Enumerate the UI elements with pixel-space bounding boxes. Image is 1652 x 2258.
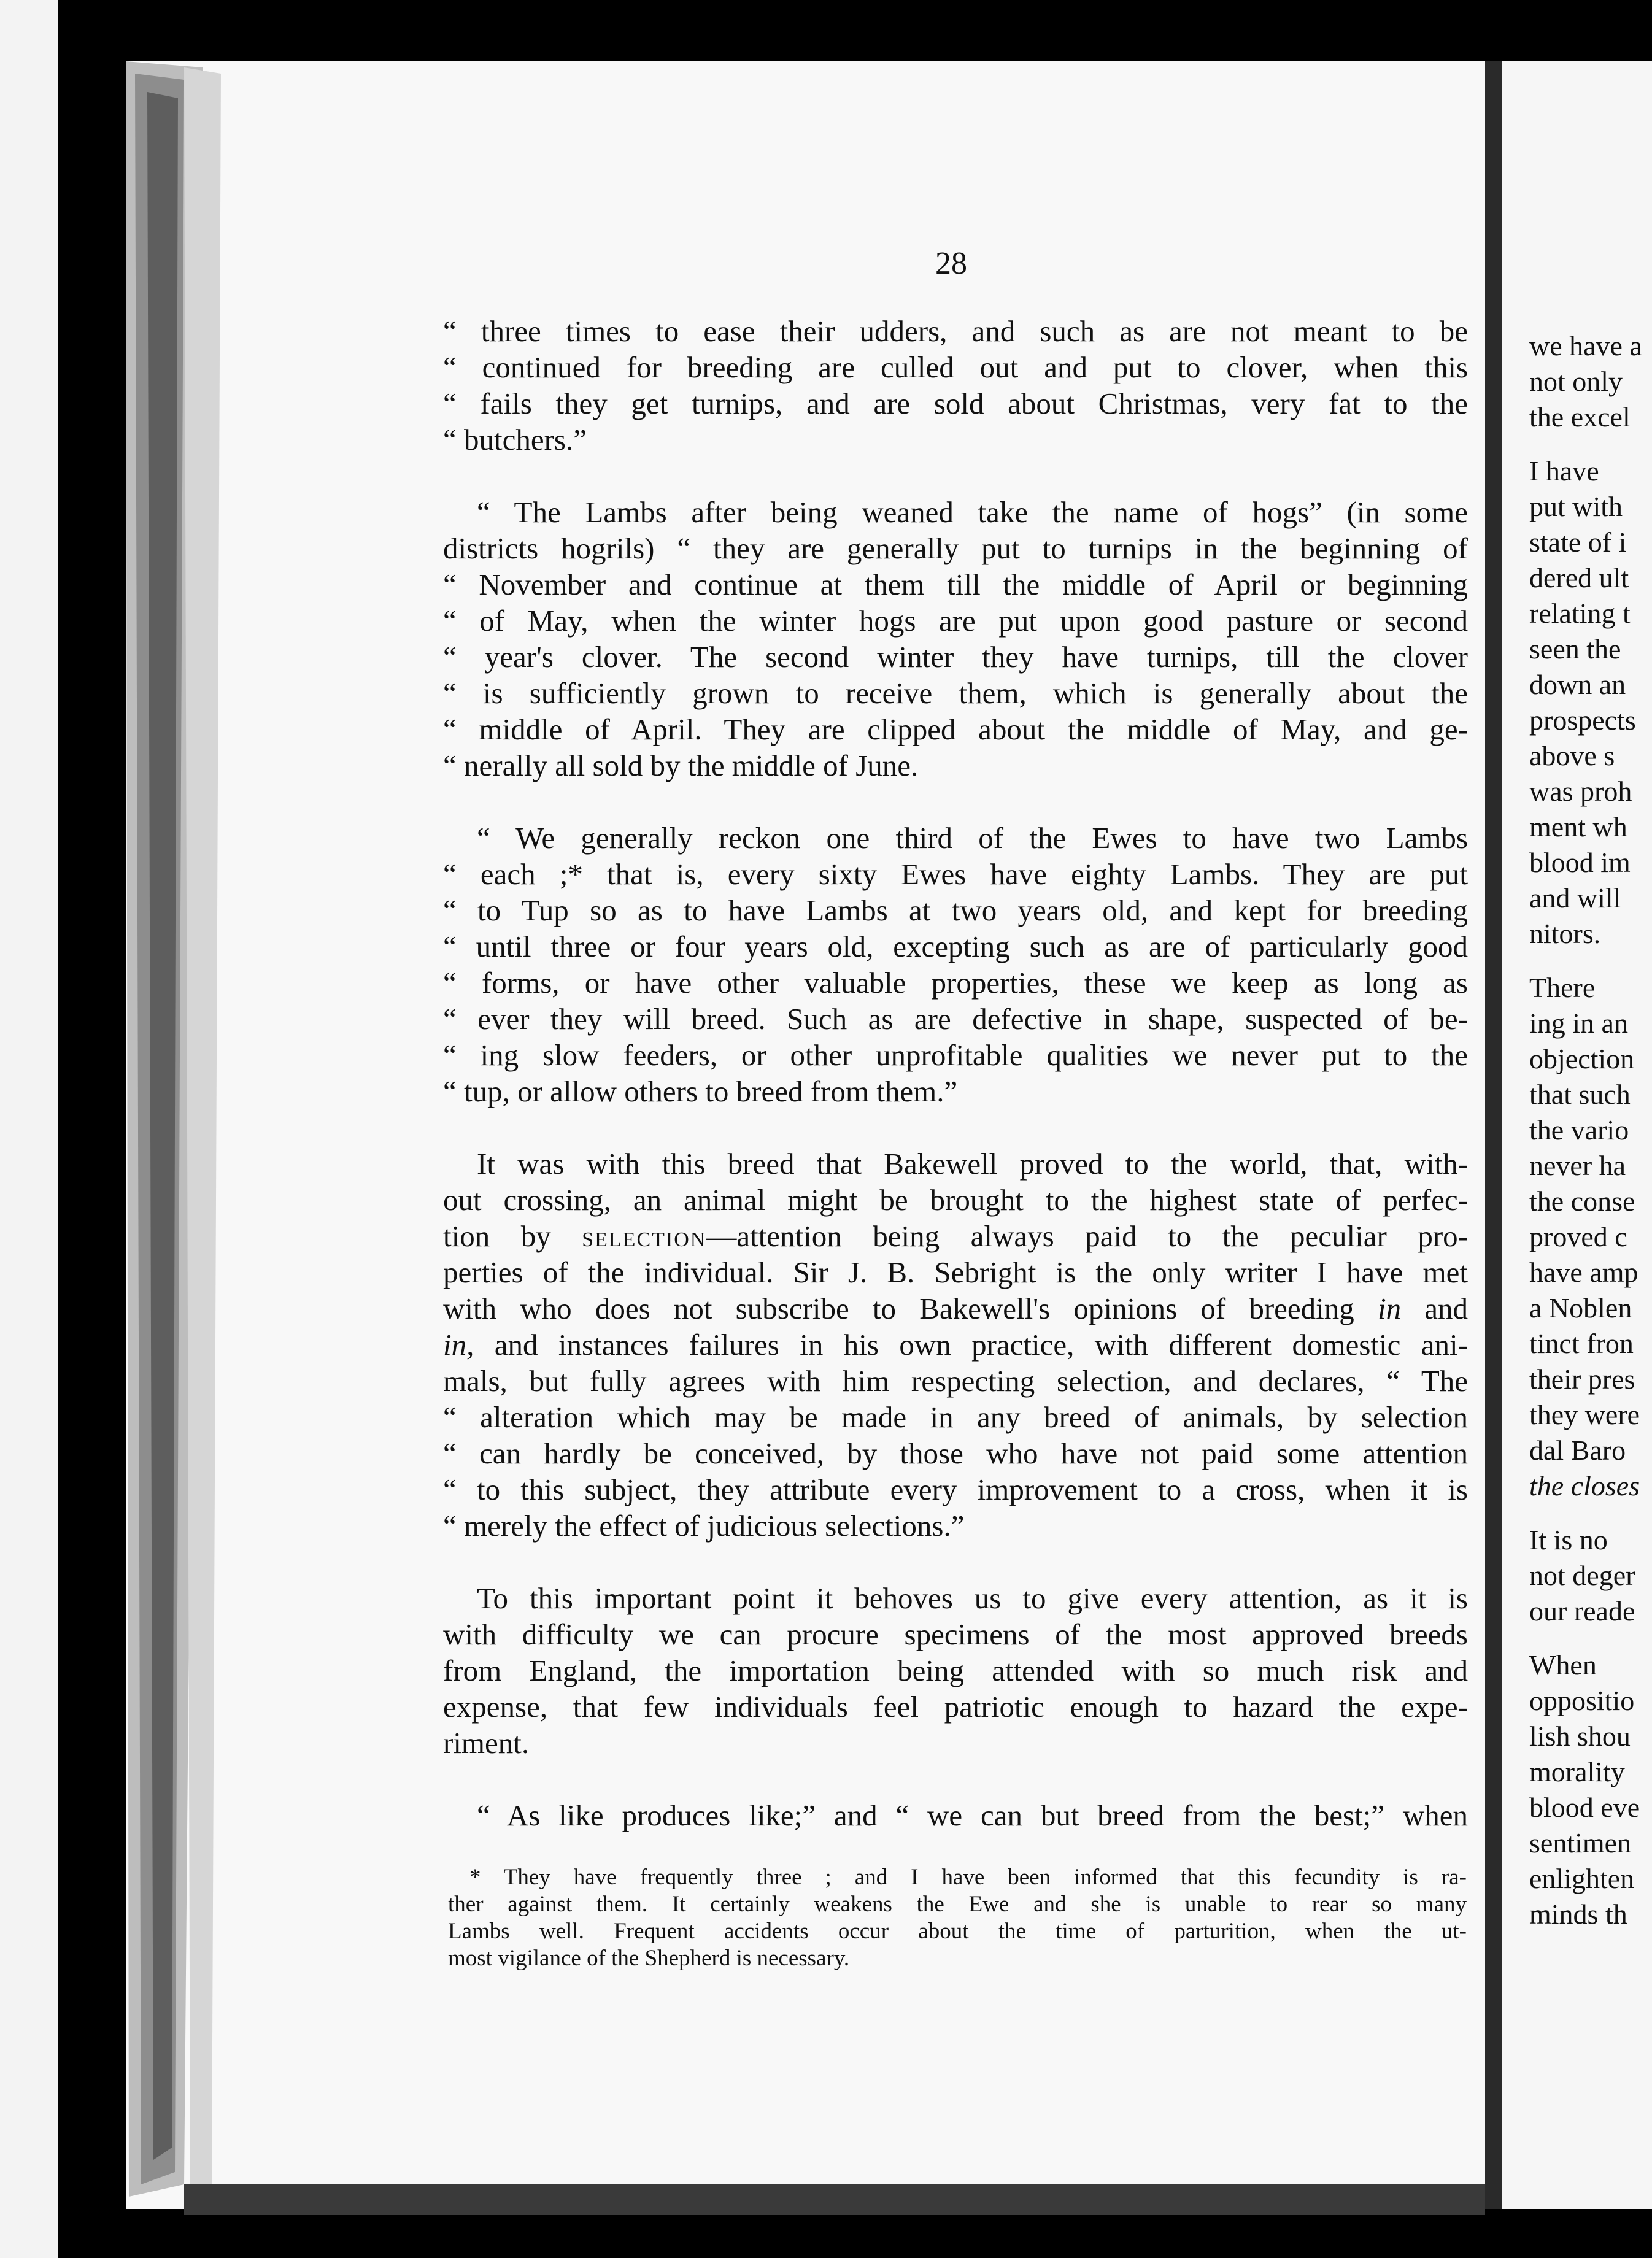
paragraph-4 — [443, 1146, 1468, 1544]
text-line: from England, the importation being attended with so much risk and — [443, 1654, 1468, 1687]
page-number: 28 — [935, 246, 967, 281]
text-line: “ The Lambs after being weaned take the name of hogs” (in some — [477, 495, 1468, 529]
fragment-line: state of i — [1529, 526, 1627, 558]
fragment-line: was proh — [1529, 776, 1632, 807]
fragment-line: lish shou — [1529, 1720, 1631, 1752]
small-caps-term: selection — [582, 1219, 707, 1253]
text-line: “ can hardly be conceived, by those who have not paid some attention — [443, 1436, 1468, 1470]
text-line: To this important point it behoves us to give every attention, as it is — [477, 1581, 1468, 1615]
fragment-line: There — [1529, 972, 1596, 1003]
footnote-line: Lambs well. Frequent accidents occur about the time of parturition, when the ut- — [448, 1919, 1467, 1944]
text-line: “ ever they will breed. Such as are defective in shape, suspected of be- — [443, 1002, 1468, 1036]
text-line: “ nerally all sold by the middle of June. — [443, 749, 919, 782]
fragment-line: never ha — [1529, 1150, 1626, 1181]
spacer — [1529, 952, 1652, 970]
right-page-fragment — [1529, 328, 1652, 1932]
fragment-line: they were — [1529, 1399, 1640, 1430]
fragment-line: It is no — [1529, 1524, 1608, 1555]
text-line: “ until three or four years old, excepting such as are of particularly good — [443, 930, 1468, 963]
fragment-line: relating t — [1529, 598, 1631, 629]
fragment-line: nitors. — [1529, 918, 1601, 949]
fragment-line: When — [1529, 1649, 1597, 1681]
spacer — [1529, 1504, 1652, 1522]
text-line: “ tup, or allow others to breed from them.” — [443, 1074, 958, 1108]
spacer — [1529, 1629, 1652, 1647]
italic-term: in — [1377, 1292, 1402, 1325]
fragment-line: a Noblen — [1529, 1292, 1632, 1324]
text-line: perties of the individual. Sir J. B. Sebright is the only writer I have met — [443, 1255, 1468, 1289]
footnote — [448, 1864, 1467, 1972]
text-line: expense, that few individuals feel patriotic enough to hazard the expe- — [443, 1690, 1468, 1724]
paragraph-1 — [443, 313, 1468, 458]
text-line: “ We generally reckon one third of the Ewes to have two Lambs — [477, 821, 1468, 855]
fragment-line: we have a — [1529, 330, 1642, 361]
fragment-line: dered ult — [1529, 562, 1629, 593]
text-line: “ each ;* that is, every sixty Ewes have eighty Lambs. They are put — [443, 857, 1468, 891]
fragment-line: the excel — [1529, 401, 1631, 433]
footnote-line: ther against them. It certainly weakens the Ewe and she is unable to rear so many — [448, 1892, 1467, 1917]
spacer — [1529, 435, 1652, 453]
text-line — [443, 1327, 1468, 1363]
fragment-line: our reade — [1529, 1595, 1635, 1627]
paragraph-3 — [443, 820, 1468, 1109]
text-run: —attention being always paid to the peculiar pro- — [706, 1219, 1468, 1253]
fragment-line: blood eve — [1529, 1792, 1640, 1823]
text-line: “ middle of April. They are clipped about the middle of May, and ge- — [443, 712, 1468, 746]
text-line: “ As like produces like;” and “ we can but breed from the best;” when — [477, 1798, 1468, 1832]
italic-term: in, — [443, 1328, 474, 1362]
fragment-line: minds th — [1529, 1898, 1627, 1930]
fragment-line: that such — [1529, 1079, 1631, 1110]
paragraph-2 — [443, 494, 1468, 784]
text-line: “ fails they get turnips, and are sold about Christmas, very fat to the — [443, 387, 1468, 420]
text-run: tion by — [443, 1219, 582, 1253]
fragment-line: oppositio — [1529, 1685, 1635, 1716]
text-line: “ three times to ease their udders, and such as are not meant to be — [443, 314, 1468, 348]
text-line: “ butchers.” — [443, 423, 587, 457]
main-text — [443, 313, 1468, 1870]
text-line: out crossing, an animal might be brought to the highest state of perfec- — [443, 1183, 1468, 1217]
text-line: “ to this subject, they attribute every improvement to a cross, when it is — [443, 1473, 1468, 1506]
fragment-line: prospects — [1529, 704, 1636, 736]
text-line: with difficulty we can procure specimens of the most approved breeds — [443, 1617, 1468, 1651]
text-line: riment. — [443, 1726, 530, 1760]
fragment-line: I have — [1529, 455, 1599, 487]
fragment-line: the conse — [1529, 1185, 1635, 1217]
fragment-line: sentimen — [1529, 1827, 1632, 1859]
fragment-line: and will — [1529, 882, 1621, 914]
fragment-line: ing in an — [1529, 1008, 1628, 1039]
text-line: “ forms, or have other valuable properties, these we keep as long as — [443, 966, 1468, 1000]
fragment-line: above s — [1529, 740, 1615, 771]
text-line: “ to Tup so as to have Lambs at two years old, and kept for breeding — [443, 893, 1468, 927]
text-line: “ alteration which may be made in any breed of animals, by selection — [443, 1400, 1468, 1434]
text-line: “ is sufficiently grown to receive them, which is generally about the — [443, 676, 1468, 710]
text-line — [443, 1290, 1468, 1327]
fragment-line: not only — [1529, 366, 1623, 397]
text-line: It was with this breed that Bakewell proved to the world, that, with- — [477, 1147, 1468, 1181]
footnote-line: most vigilance of the Shepherd is necessary. — [448, 1946, 850, 1971]
fragment-line: their pres — [1529, 1363, 1635, 1395]
fragment-line: have amp — [1529, 1257, 1638, 1288]
fragment-line: seen the — [1529, 633, 1621, 665]
fragment-line: dal Baro — [1529, 1435, 1626, 1466]
fragment-line: not deger — [1529, 1560, 1635, 1591]
text-line: “ November and continue at them till the middle of April or beginning — [443, 568, 1468, 601]
fragment-line: objection — [1529, 1043, 1635, 1074]
text-line: “ continued for breeding are culled out and put to clover, when this — [443, 350, 1468, 384]
text-line: “ year's clover. The second winter they have turnips, till the clover — [443, 640, 1468, 674]
text-line: “ merely the effect of judicious selections.” — [443, 1509, 965, 1543]
text-line — [443, 1218, 1468, 1254]
text-run: with who does not subscribe to Bakewell's opinions of breeding — [443, 1292, 1378, 1325]
footnote-line: * They have frequently three ; and I have been informed that this fecundity is ra- — [469, 1865, 1467, 1890]
fragment-line: tinct fron — [1529, 1328, 1634, 1359]
fragment-line: the vario — [1529, 1114, 1629, 1146]
text-line: “ of May, when the winter hogs are put upon good pasture or second — [443, 604, 1468, 638]
text-run: and — [1401, 1292, 1469, 1325]
paragraph-6 — [443, 1797, 1468, 1833]
fragment-line: the closes — [1529, 1470, 1640, 1501]
paragraph-5 — [443, 1580, 1468, 1761]
fragment-line: down an — [1529, 669, 1626, 700]
fragment-line: morality — [1529, 1756, 1625, 1787]
text-line: mals, but fully agrees with him respecting selection, and declares, “ The — [443, 1364, 1468, 1398]
fragment-line: put with — [1529, 491, 1623, 522]
text-run: and instances failures in his own practice, with different domestic ani- — [474, 1328, 1468, 1362]
fragment-line: ment wh — [1529, 811, 1627, 842]
text-line: “ ing slow feeders, or other unprofitable qualities we never put to the — [443, 1038, 1468, 1072]
fragment-line: proved c — [1529, 1221, 1627, 1252]
fragment-line: blood im — [1529, 847, 1631, 878]
fragment-line: enlighten — [1529, 1863, 1635, 1894]
text-line: districts hogrils) “ they are generally put to turnips in the beginning of — [443, 531, 1468, 565]
